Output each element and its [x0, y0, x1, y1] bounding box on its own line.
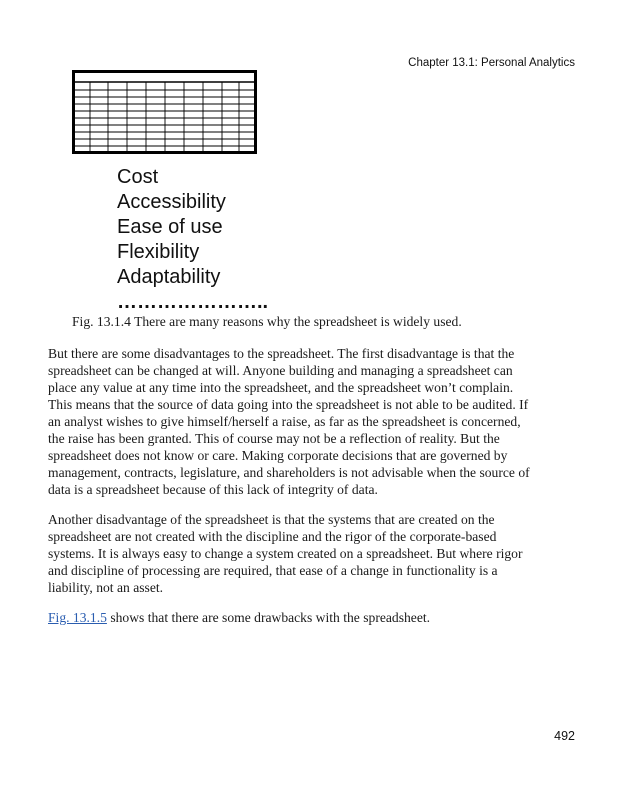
text-line: systems. It is always easy to change a system created on a spreadsheet. But where rigor [48, 546, 523, 561]
factor-ellipsis: ………………….. [117, 291, 269, 313]
text-line: and discipline of processing are required, that ease of a change in functionality is a [48, 563, 498, 578]
factor-item: Adaptability [117, 266, 221, 288]
paragraph-disadvantage-1 [48, 345, 576, 498]
text-line: liability, not an asset. [48, 580, 164, 595]
text-line: an analyst wishes to give himself/herself a raise, as far as the spreadsheet is concerned, [48, 414, 521, 429]
text-line: management, contracts, legislature, and shareholders is not advisable when the source of [48, 465, 530, 480]
figure-link[interactable]: Fig. 13.1.5 [48, 610, 107, 625]
factor-item: Flexibility [117, 241, 200, 263]
text-line: But there are some disadvantages to the spreadsheet. The first disadvantage is that the [48, 346, 515, 361]
text-line: data is a spreadsheet because of this lack of integrity of data. [48, 482, 378, 497]
reference-text: shows that there are some drawbacks with the spreadsheet. [106, 610, 431, 625]
text-line: place any value at any time into the spreadsheet, and the spreadsheet won’t complain. [48, 380, 514, 395]
chapter-header: Chapter 13.1: Personal Analytics [408, 57, 575, 69]
text-line: spreadsheet are not created with the discipline and the rigor of the corporate-based [48, 529, 497, 544]
factor-list [117, 165, 268, 315]
factor-item: Accessibility [117, 191, 226, 213]
text-line: the raise has been granted. This of course may not be a reflection of reality. But the [48, 431, 500, 446]
spreadsheet-grid-icon [72, 70, 258, 156]
page-number: 492 [554, 729, 575, 743]
paragraph-disadvantage-2 [48, 511, 576, 596]
paragraph-figure-reference [48, 609, 576, 626]
figure-caption: Fig. 13.1.4 There are many reasons why the spreadsheet is widely used. [72, 314, 462, 329]
text-line [48, 609, 576, 626]
factor-item: Cost [117, 166, 159, 188]
text-line: spreadsheet can be changed at will. Anyone building and managing a spreadsheet can [48, 363, 513, 378]
text-line: This means that the source of data going into the spreadsheet is not able to be audited. If [48, 397, 529, 412]
text-line: spreadsheet does not know or care. Making corporate decisions that are governed by [48, 448, 508, 463]
text-line: Another disadvantage of the spreadsheet is that the systems that are created on the [48, 512, 495, 527]
factor-item: Ease of use [117, 216, 223, 238]
